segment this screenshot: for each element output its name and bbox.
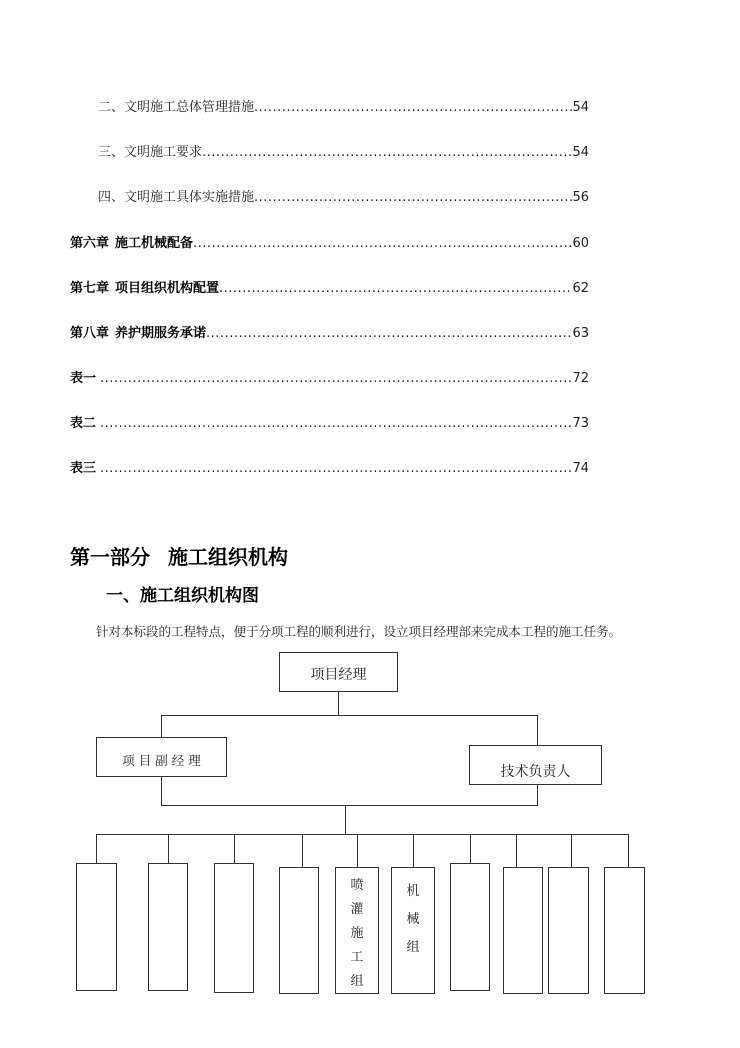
- label-char: 工: [350, 950, 364, 965]
- toc-table-label: 表三: [70, 461, 97, 476]
- toc-chapter-number: 第八章: [70, 326, 110, 341]
- connector-line: [628, 834, 629, 867]
- toc-page-number: 62: [572, 281, 589, 296]
- toc-chapter-entry[interactable]: [70, 234, 589, 254]
- connector-line: [161, 715, 538, 716]
- label-char: 械: [406, 912, 420, 927]
- toc-entry-label: 二、文明施工总体管理措施: [98, 100, 255, 115]
- connector-line: [96, 834, 97, 863]
- part-title: 施工组织机构: [168, 545, 288, 569]
- connector-line: [357, 834, 358, 867]
- toc-page-number: 54: [572, 145, 589, 160]
- toc-table-label: 表二: [70, 416, 97, 431]
- org-node-project-manager: [279, 652, 398, 692]
- connector-line: [161, 805, 538, 806]
- toc-chapter-entry[interactable]: [70, 324, 589, 344]
- org-group-box: [450, 863, 490, 991]
- part-label: 第一部分: [70, 545, 150, 569]
- section-subheading: 一、施工组织机构图: [106, 586, 259, 606]
- connector-line: [96, 834, 629, 835]
- toc-chapter-title: 养护期服务承诺: [115, 326, 207, 341]
- toc-page-number: 54: [572, 100, 589, 115]
- toc-page-number: 74: [572, 461, 589, 476]
- connector-line: [338, 692, 339, 715]
- toc-page-number: 72: [572, 371, 589, 386]
- toc-page-number: 60: [572, 236, 589, 251]
- org-group-box: [76, 863, 117, 991]
- toc-leader-dots: [219, 279, 572, 299]
- connector-line: [516, 834, 517, 867]
- toc-table-entry[interactable]: [70, 369, 589, 389]
- org-node-label: 技术负责人: [500, 764, 571, 780]
- org-group-spray-irrigation: [335, 867, 379, 994]
- toc-chapter-title: 施工机械配备: [115, 236, 194, 251]
- label-char: 灌: [350, 902, 364, 917]
- connector-line: [345, 805, 346, 834]
- connector-line: [161, 777, 162, 805]
- org-node-technical-lead: [469, 745, 602, 785]
- toc-leader-dots: [100, 369, 572, 389]
- org-node-label: 项 目 副 经 理: [122, 753, 201, 768]
- toc-chapter-entry[interactable]: [70, 279, 589, 299]
- org-group-label: [392, 878, 434, 962]
- org-group-box: [279, 867, 319, 994]
- toc-entry-label: 四、文明施工具体实施措施: [98, 190, 255, 205]
- connector-line: [161, 715, 162, 737]
- connector-line: [470, 834, 471, 863]
- connector-line: [413, 834, 414, 867]
- org-group-machinery: [391, 867, 435, 994]
- connector-line: [168, 834, 169, 863]
- connector-line: [571, 834, 572, 867]
- toc-leader-dots: [206, 324, 572, 344]
- toc-leader-dots: [254, 188, 572, 208]
- toc-page-number: 56: [572, 190, 589, 205]
- org-group-box: [148, 863, 188, 991]
- label-char: 喷: [350, 878, 364, 893]
- toc-leader-dots: [254, 98, 572, 118]
- org-group-box: [503, 867, 543, 994]
- toc-chapter-number: 第六章: [70, 236, 110, 251]
- toc-leader-dots: [193, 234, 572, 254]
- org-group-box: [604, 867, 645, 994]
- label-char: 施: [350, 926, 364, 941]
- toc-entry[interactable]: [98, 188, 589, 208]
- toc-table-label: 表一: [70, 371, 97, 386]
- toc-page-number: 63: [572, 326, 589, 341]
- toc-page-number: 73: [572, 416, 589, 431]
- toc-leader-dots: [202, 143, 572, 163]
- toc-entry[interactable]: [98, 98, 589, 118]
- org-node-label: 项目经理: [310, 667, 367, 683]
- org-group-box: [214, 863, 254, 993]
- org-group-label: [336, 874, 378, 994]
- toc-leader-dots: [100, 414, 572, 434]
- org-node-deputy-manager: [96, 737, 227, 777]
- org-group-box: [548, 867, 589, 994]
- label-char: 机: [406, 884, 420, 899]
- connector-line: [302, 834, 303, 867]
- connector-line: [234, 834, 235, 863]
- toc-leader-dots: [100, 459, 572, 479]
- toc-entry-label: 三、文明施工要求: [98, 145, 203, 160]
- toc-table-entry[interactable]: [70, 414, 589, 434]
- part-heading: [70, 541, 288, 570]
- toc-chapter-number: 第七章: [70, 281, 110, 296]
- connector-line: [537, 715, 538, 745]
- toc-chapter-title: 项目组织机构配置: [115, 281, 220, 296]
- connector-line: [537, 785, 538, 805]
- toc-table-entry[interactable]: [70, 459, 589, 479]
- toc-entry[interactable]: [98, 143, 589, 163]
- intro-paragraph: 针对本标段的工程特点，便于分项工程的顺利进行，设立项目经理部来完成本工程的施工任务。: [96, 624, 622, 639]
- label-char: 组: [350, 974, 364, 989]
- label-char: 组: [406, 940, 420, 955]
